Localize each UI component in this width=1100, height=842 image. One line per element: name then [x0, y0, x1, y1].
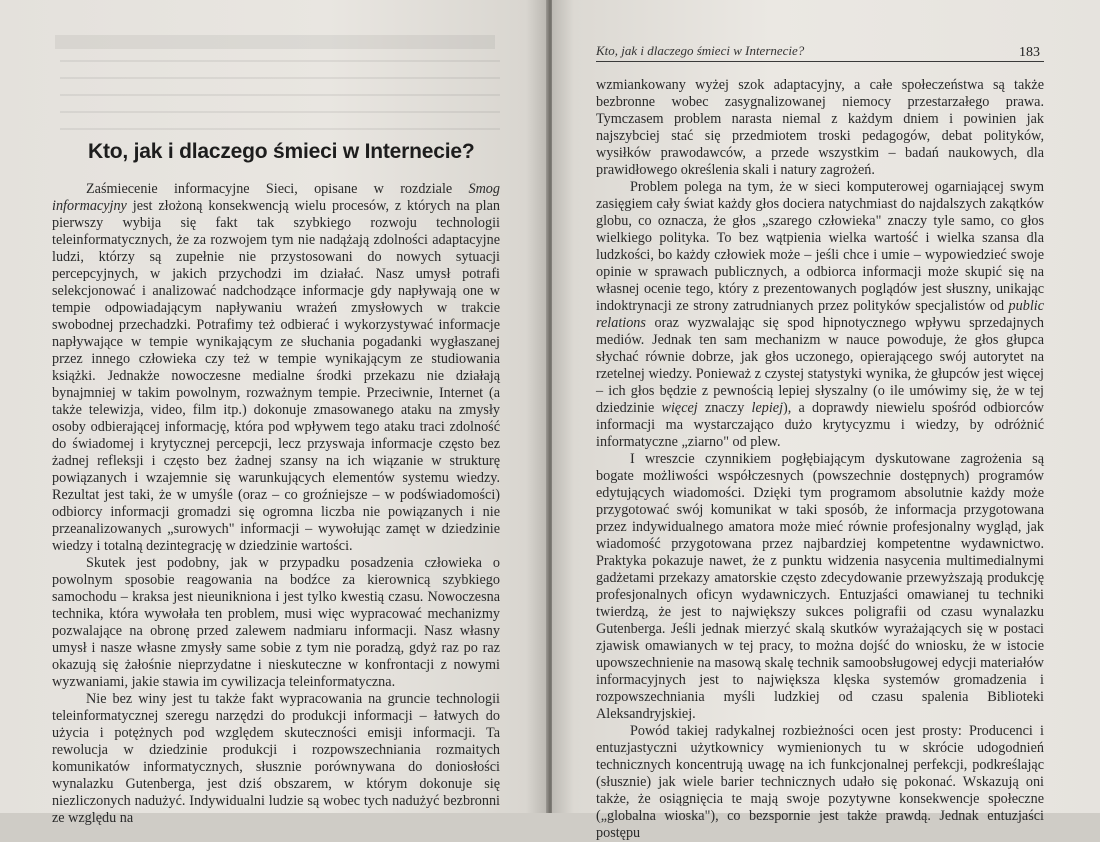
text-run: znaczy: [697, 400, 752, 416]
text-run: ), a doprawdy niewielu spośród odbiorców informacji ma wystarczająco dużo krytycyzmu i wiedzy, by odróżnić informatyczne „ziarno" od plew.: [596, 400, 1045, 450]
paragraph: [596, 179, 1044, 451]
text-run: wzmiankowany wyżej szok adaptacyjny, a całe społeczeństwa są także bezbronne wobec zasygnalizowanej niemocy przestarzałego prawa. Tymczasem problem narasta niemal z każdym dniem i powinien jak najszybciej stać się przedmiotem troski pedagogów, debat polityków, wysiłków prawodawców, a przede wszystkim – badań naukowych, dla prawidłowego określenia skali i natury zagrożeń.: [596, 77, 1044, 178]
italic-text: public relations: [596, 298, 1044, 331]
page-number: 183: [1019, 45, 1040, 60]
bleed-through-header: [55, 35, 495, 49]
bleed-through-text: [60, 60, 500, 140]
paragraph: [52, 181, 500, 555]
paragraph: [52, 555, 500, 691]
text-run: jest złożoną konsekwencją wielu procesów, z których na plan pierwszy wybija się fakt tak szybkiego rozwoju technologii teleinformatycznych, że za rozwojem tym nie nadążają zdolności adaptacyjne ludzi, którzy są zupełnie nie przystosowani do nowych sytuacji percepcyjnych, w jakich przychodzi im działać. Nasz umysł potrafi selekcjonować i analizować nadchodzące informacje gdy napływają one w tempie odpowiadającym napływaniu wrażeń zmysłowych w trakcie swobodnej przechadzki. Potrafimy też odbierać i wykorzystywać informacje napływające w tempie wynikającym ze słuchania pogadanki wygłaszanej przez innego człowieka czy też w tempie wynikającym ze studiowania książki. Jednakże nowoczesne medialne środki przekazu nie działają bynajmniej w takim powolnym, rozważnym tempie. Przeciwnie, Internet (a także telewizja, video, film itp.) dokonuje zmasowanego ataku na zmysły osoby odbierającej informację, która pod wpływem tego ataku traci zdolność do świadomej i krytycznej percepcji, lecz przyswaja informacje często bez żadnej refleksji i często bez żadnej szansy na ich wiązanie w strukturę powiązanych i wzajemnie się warunkujących elementów systemu wiedzy. Rezultat jest taki, że w umyśle (oraz – co groźniejsze – w podświadomości) odbiorcy informacji gromadzi się ogromna liczba nie powiązanych i nie przeanalizowanych „surowych" informacji – wywołując zamęt w dziedzinie wiedzy i totalną dezintegrację w dziedzinie wartości.: [52, 198, 500, 554]
right-page-body: [596, 77, 1044, 842]
italic-text: Smog informacyjny: [52, 181, 500, 214]
text-run: Problem polega na tym, że w sieci komputerowej ogarniającej swym zasięgiem cały świat każdy głos dociera natychmiast do najdalszych zakątków globu, co oznacza, że głos „szarego człowieka" znaczy tyle samo, co głos wielkiego polityka. To bez wątpienia wielka wartość i wielka szansa dla ludzkości, bo każdy człowiek może – jeśli chce i umie – wypowiedzieć swoje opinie w sprawach publicznych, a odbiorca informacji może skupić się na własnej ocenie tego, który z prezentowanych poglądów jest słuszny, unikając indoktrynacji ze strony zatrudnianych przez polityków specjalistów od: [596, 179, 1044, 314]
paragraph: [596, 451, 1044, 723]
paragraph: [596, 723, 1044, 842]
running-title: Kto, jak i dlaczego śmieci w Internecie?: [596, 43, 805, 58]
italic-text: więcej: [661, 400, 698, 416]
text-run: Nie bez winy jest tu także fakt wypracowania na gruncie technologii teleinformatycznej szeregu narzędzi do produkcji informacji – łatwych do użycia i potężnych pod względem skuteczności emisji informacji. Ta rewolucja w dziedzinie produkcji i rozpowszechniania rozmaitych komunikatów informatycznych, słusznie porównywana do doniosłości wynalazku Gutenberga, jest dziś obszarem, w którym dokonuje się niezliczonych nadużyć. Indywidualni ludzie są wobec tych nadużyć bezbronni ze względu na: [52, 691, 500, 826]
paragraph: [596, 77, 1044, 179]
text-run: Powód takiej radykalnej rozbieżności ocen jest prosty: Producenci i entuzjastyczni użytkownicy wymienionych tu w skrócie udogodnień technicznych koncentrują uwagę na ich funkcjonalnej perfekcji, podkreślając (słusznie) jak wiele barier technicznych udało się pokonać. Wskazują oni także, że osiągnięcia te mają swoje pozytywne konsekwencje społeczne („globalna wioska"), co bezspornie jest także prawdą. Jednak entuzjaści postępu: [596, 723, 1044, 841]
left-page: [0, 0, 548, 826]
italic-text: lepiej: [751, 400, 784, 416]
paragraph: [52, 691, 500, 827]
text-run: oraz wyzwalając się spod hipnotycznego wpływu sprzedajnych mediów. Jednak ten sam mechanizm w nauce powoduje, że głos głupca słychać równie dobrze, jak głos uczonego, opierającego swój autorytet na rzetelnej wiedzy. Ponieważ z czystej statystyki wynika, że głupców jest więcej – ich głos będzie z pewnością lepiej słyszalny (o ile umówimy się, że w tej dziedzinie: [596, 315, 1044, 416]
text-run: Skutek jest podobny, jak w przypadku posadzenia człowieka o powolnym sposobie reagowania na bodźce za kierownicą szybkiego samochodu – kraksa jest nieunikniona i jest tylko kwestią czasu. Nowoczesna technika, która wywołała ten problem, musi więc wypracować mechanizmy pozwalające na obronę przed zalewem nadmiaru informacji. Nasz własny umysł i nasze własne zmysły same sobie z tym nie poradzą, gdyż raz po raz okazują się żałośnie nieprzydatne i nieskuteczne w konfrontacji z nowymi wyzwaniami, jakie stawia im cywilizacja teleinformatyczna.: [52, 555, 500, 690]
chapter-heading: Kto, jak i dlaczego śmieci w Internecie?: [88, 140, 475, 163]
text-run: I wreszcie czynnikiem pogłębiającym dyskutowane zagrożenia są bogate możliwości współczesnych (powszechnie dostępnych) programów edytujących wiadomości. Dzięki tym programom absolutnie każdy może przygotować swój komunikat w taki sposób, że informacja przygotowana przez indywidualnego amatora może mieć równie profesjonalny wygląd, jak wiadomość przygotowana przez najbardziej kompetentne wydawnictwo. Praktyka pokazuje nawet, że z punktu widzenia nasycenia multimedialnymi gadżetami przekazy amatorskie często zdecydowanie przewyższają produkcję profesjonalnych oficyn wydawniczych. Entuzjaści omawianej tu techniki twierdzą, że jest to największy sukces poligrafii od czasu wynalazku Gutenberga. Jeśli jednak mierzyć skalą skutków wyrażających się w postaci zjawisk omawianych w tej pracy, to można dojść do wniosku, że w istocie upowszechnienie na masową skalę technik samoobsługowej edycji materiałów informacyjnych jest to największa klęska systemów gromadzenia i rozpowszechniania myśli ludzkiej od czasu spalenia Biblioteki Aleksandryjskiej.: [596, 451, 1044, 722]
text-run: Zaśmiecenie informacyjne Sieci, opisane w rozdziale: [86, 181, 469, 197]
left-page-body: [52, 181, 500, 827]
running-header: [596, 43, 1044, 62]
